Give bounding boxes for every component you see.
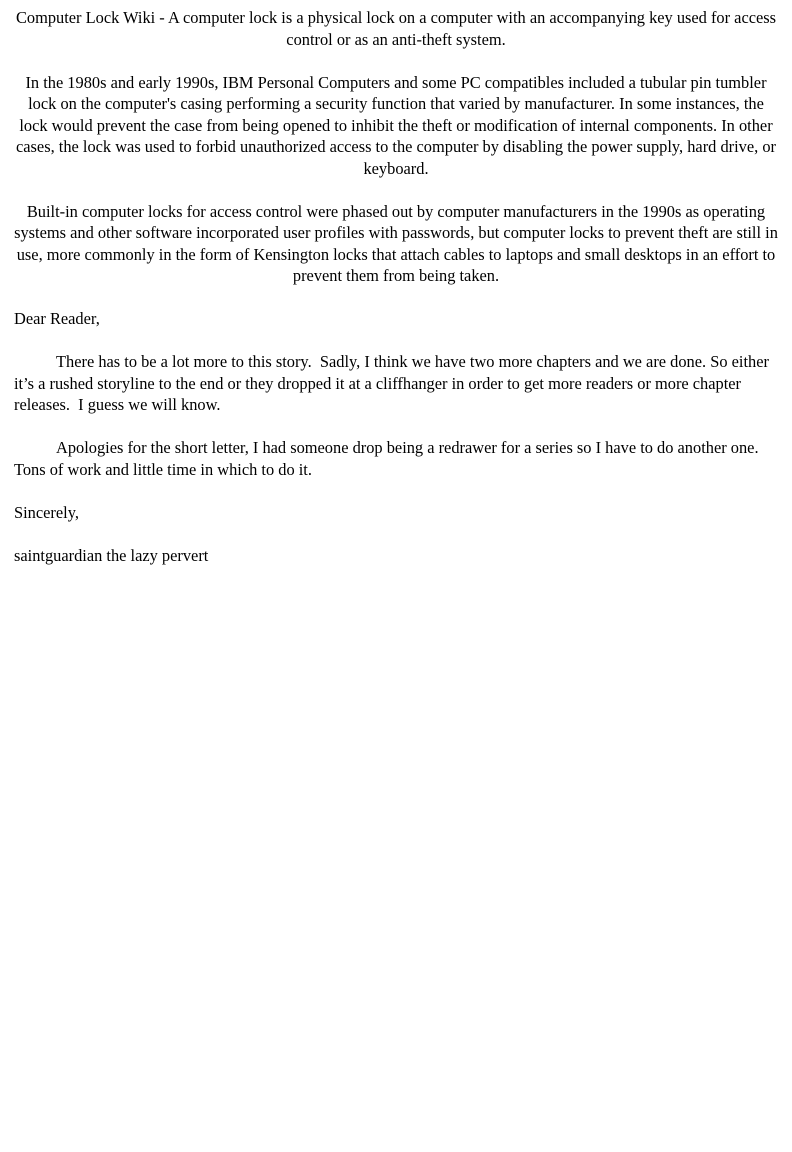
letter-signature: saintguardian the lazy pervert xyxy=(14,545,209,565)
wiki-intro-paragraph: Computer Lock Wiki - A computer lock is a physical lock on a computer with an accompanying key used for access control or as an anti-theft system. xyxy=(15,8,781,49)
wiki-phaseout-paragraph: Built-in computer locks for access control were phased out by computer manufacturers in the 1990s as operating systems and other software incorporated user profiles with passwords, but computer locks to prevent theft are still in use, more commonly in the form of Kensington locks that attach cables to laptops and small desktops in an effort to prevent them from being taken. xyxy=(14,201,783,285)
letter-body-paragraph-1: There has to be a lot more to this story. Sadly, I think we have two more chapters and we are done. So either it’s a rushed storyline to the end or they dropped it at a cliffhanger in order to get more readers or more chapter releases. I guess we will know. xyxy=(14,352,774,414)
letter-salutation: Dear Reader, xyxy=(14,309,100,328)
letter-body-paragraph-2: Apologies for the short letter, I had someone drop being a redrawer for a series so I have to do another one. Tons of work and little time in which to do it. xyxy=(14,438,767,479)
letter-closing: Sincerely, xyxy=(14,502,79,522)
wiki-history-paragraph: In the 1980s and early 1990s, IBM Personal Computers and some PC compatibles included a tubular pin tumbler lock on the computer's casing performing a security function that varied by manufacturer. In some instances, the lock would prevent the case from being opened to inhibit the theft or modification of internal components. In other cases, the lock was used to forbid unauthorized access to the computer by disabling the power supply, hard drive, or keyboard. xyxy=(16,72,781,178)
